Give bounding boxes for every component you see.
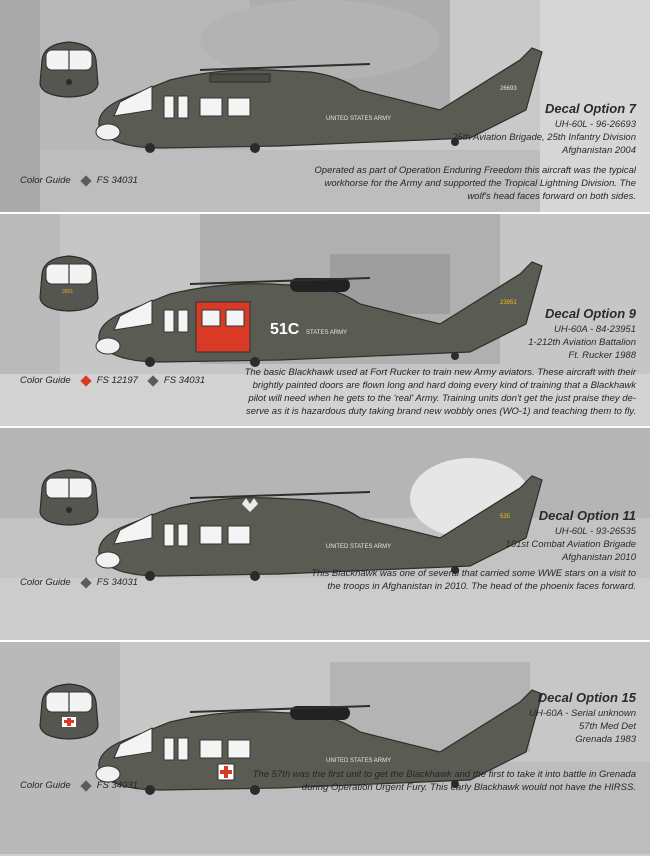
helicopter-side-profile bbox=[80, 244, 550, 369]
color-code: FS 34031 bbox=[96, 780, 138, 791]
description-line: Operated as part of Operation Enduring Freedom this aircraft was the typical bbox=[314, 165, 636, 176]
color-swatch bbox=[80, 375, 91, 386]
color-guide-label: Color Guide bbox=[20, 780, 71, 791]
color-code: FS 34031 bbox=[96, 577, 138, 588]
color-code: FS 12197 bbox=[96, 375, 138, 386]
option-title: Decal Option 15 bbox=[537, 690, 636, 705]
color-swatch bbox=[80, 175, 91, 186]
color-guide bbox=[20, 375, 205, 386]
place-line: Ft. Rucker 1988 bbox=[568, 350, 636, 361]
place-line: Grenada 1983 bbox=[575, 734, 636, 745]
description-line: This Blackhawk was one of several that carried some WWE stars on a visit to bbox=[311, 568, 636, 579]
decal-option-panel-11 bbox=[0, 428, 650, 640]
decal-option-panel-9 bbox=[0, 214, 650, 426]
fuselage-marking: STATES ARMY bbox=[306, 330, 348, 336]
fuselage-marking: UNITED STATES ARMY bbox=[326, 116, 392, 122]
nose-code: 3951 bbox=[62, 289, 74, 295]
description-line: pilot will need when he gets to the 'real' Army. Training units don't get the just praise they de- bbox=[248, 393, 636, 404]
description bbox=[166, 768, 636, 794]
color-guide bbox=[20, 780, 138, 791]
option-title: Decal Option 9 bbox=[544, 306, 636, 321]
description-line: The basic Blackhawk used at Fort Rucker to train new Army aviators. These aircraft with their bbox=[244, 367, 636, 378]
description-line: during Operation Urgent Fury. This early Blackhawk would not have the HIRSS. bbox=[301, 782, 636, 793]
place-line: Afghanistan 2010 bbox=[562, 552, 636, 563]
helicopter-side-profile bbox=[80, 458, 550, 583]
description bbox=[236, 164, 636, 203]
description-line: serve as it is hazardous duty taking brand new wobbly ones (WO-1) and teaching them to fly. bbox=[245, 406, 636, 417]
fuselage-marking: UNITED STATES ARMY bbox=[326, 758, 392, 764]
description-line: The 57th was the first unit to get the Blackhawk and the first to take it into battle in Grenada bbox=[252, 769, 636, 780]
color-guide bbox=[20, 577, 138, 588]
tail-number: 23951 bbox=[500, 300, 517, 306]
fuselage-marking: UNITED STATES ARMY bbox=[326, 544, 392, 550]
description-line: the troops in Afghanistan in 2010. The head of the phoenix faces forward. bbox=[327, 581, 636, 592]
color-code: FS 34031 bbox=[163, 375, 206, 386]
color-guide-label: Color Guide bbox=[20, 175, 71, 186]
description-line: wolf's head faces forward on both sides. bbox=[467, 191, 636, 202]
color-guide bbox=[20, 175, 138, 186]
model-serial: UH-60A - Serial unknown bbox=[529, 708, 636, 719]
description bbox=[236, 567, 636, 593]
model-serial: UH-60L - 93-26535 bbox=[554, 526, 636, 537]
unit-line: 101st Combat Aviation Brigade bbox=[505, 539, 636, 550]
color-swatch bbox=[80, 577, 91, 588]
tail-number: 26693 bbox=[500, 86, 517, 92]
description-line: workhorse for the Army and supported the Tropical Lightning Division. The bbox=[324, 178, 636, 189]
color-guide-label: Color Guide bbox=[20, 577, 71, 588]
model-serial: UH-60A - 84-23951 bbox=[553, 324, 636, 335]
option-title: Decal Option 7 bbox=[544, 101, 636, 116]
option-title: Decal Option 11 bbox=[538, 508, 636, 523]
color-code: FS 34031 bbox=[96, 175, 138, 186]
unit-line: 57th Med Det bbox=[578, 721, 636, 732]
big-number: 51C bbox=[270, 321, 300, 338]
description bbox=[163, 366, 636, 418]
model-serial: UH-60L - 96-26693 bbox=[554, 119, 636, 130]
description-line: brightly painted doors are flown long and hard doing every kind of training that a Blackhawk bbox=[252, 380, 636, 391]
unit-line: 1-212th Aviation Battalion bbox=[528, 337, 636, 348]
tail-number: 535 bbox=[500, 514, 511, 520]
color-guide-label: Color Guide bbox=[20, 375, 71, 386]
unit-line: 25th Aviation Brigade, 25th Infantry Division bbox=[452, 132, 636, 143]
place-line: Afghanistan 2004 bbox=[562, 145, 636, 156]
decal-option-panel-15 bbox=[0, 642, 650, 854]
color-swatch bbox=[147, 375, 158, 386]
color-swatch bbox=[80, 780, 91, 791]
decal-option-panel-7 bbox=[0, 0, 650, 212]
